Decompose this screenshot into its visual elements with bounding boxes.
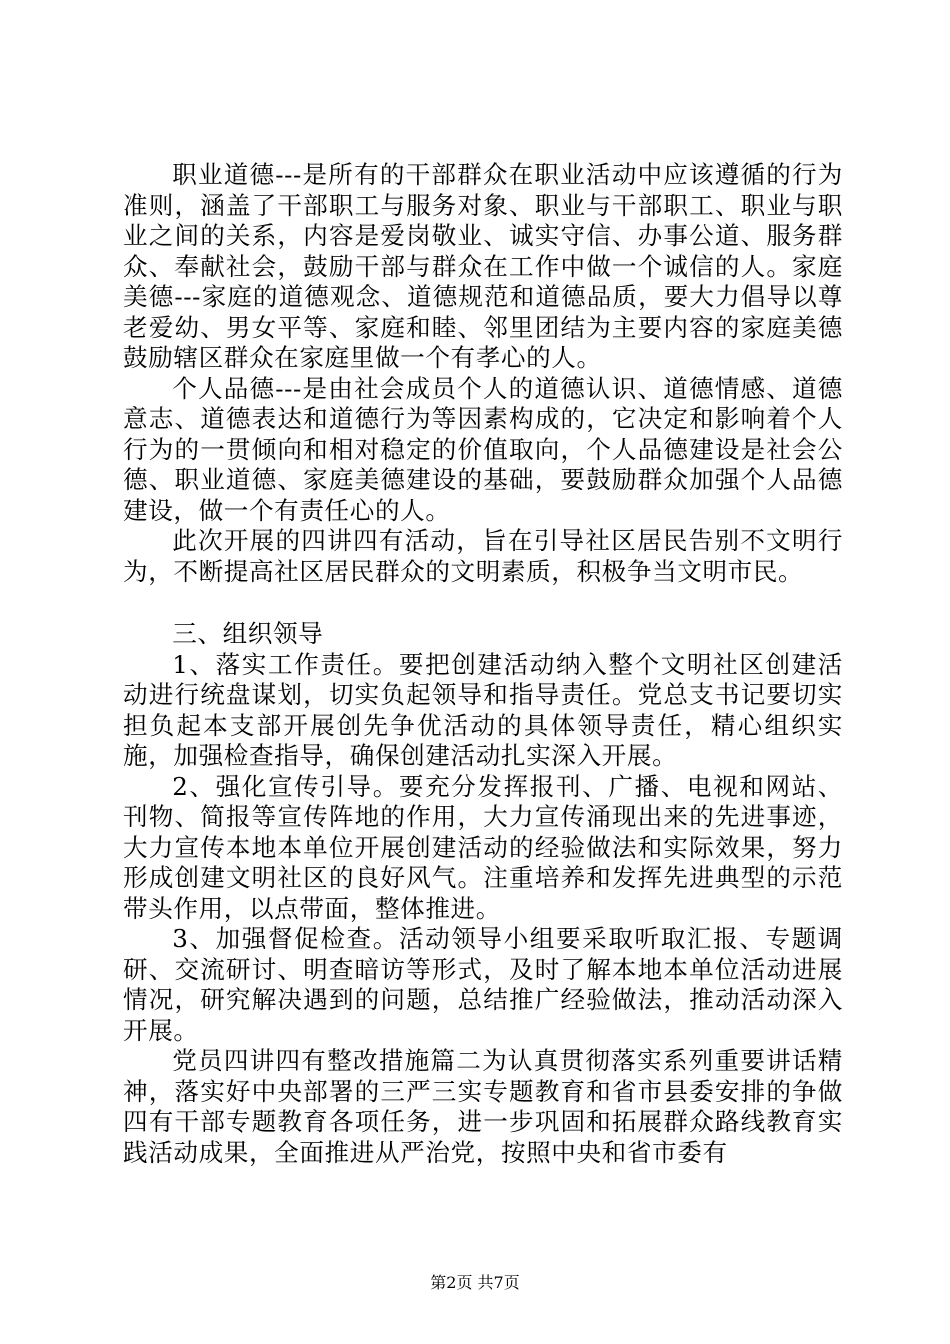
document-body (123, 160, 843, 1168)
paragraph-gap (123, 587, 843, 619)
paragraph-publicity-guidance: 2、强化宣传引导。要充分发挥报刊、广播、电视和网站、刊物、简报等宣传阵地的作用，大力宣传涌现出来的先进事迹，大力宣传本地本单位开展创建活动的经验做法和实际效果，努力形成创建文明社区的良好风气。注重培养和发挥先进典型的示范带头作用，以点带面，整体推进。 (123, 771, 843, 923)
paragraph-work-responsibility: 1、落实工作责任。要把创建活动纳入整个文明社区创建活动进行统盘谋划，切实负起领导和指导责任。党总支书记要切实担负起本支部开展创先争优活动的具体领导责任，精心组织实施，加强检查指导，确保创建活动扎实深入开展。 (123, 649, 843, 770)
paragraph-personal-virtue: 个人品德---是由社会成员个人的道德认识、道德情感、道德意志、道德表达和道德行为等因素构成的，它决定和影响着个人行为的一贯倾向和相对稳定的价值取向，个人品德建设是社会公德、职业道德、家庭美德建设的基础，要鼓励群众加强个人品德建设，做一个有责任心的人。 (123, 373, 843, 525)
paragraph-activity-purpose: 此次开展的四讲四有活动，旨在引导社区居民告别不文明行为，不断提高社区居民群众的文明素质，积极争当文明市民。 (123, 526, 843, 586)
paragraph-supervision-inspection: 3、加强督促检查。活动领导小组要采取听取汇报、专题调研、交流研讨、明查暗访等形式，及时了解本地本单位活动进展情况，研究解决遇到的问题，总结推广经验做法，推动活动深入开展。 (123, 924, 843, 1045)
page-footer: 第2页 共7页 (430, 1273, 520, 1292)
paragraph-professional-ethics: 职业道德---是所有的干部群众在职业活动中应该遵循的行为准则，涵盖了干部职工与服务对象、职业与干部职工、职业与职业之间的关系，内容是爱岗敬业、诚实守信、办事公道、服务群众、奉献社会，鼓励干部与群众在工作中做一个诚信的人。家庭美德---家庭的道德观念、道德规范和道德品质，要大力倡导以尊老爱幼、男女平等、家庭和睦、邻里团结为主要内容的家庭美德鼓励辖区群众在家庭里做一个有孝心的人。 (123, 160, 843, 372)
section-heading: 三、组织领导 (172, 619, 324, 648)
paragraph-part-two-intro: 党员四讲四有整改措施篇二为认真贯彻落实系列重要讲话精神，落实好中央部署的三严三实专题教育和省市县委安排的争做四有干部专题教育各项任务，进一步巩固和拓展群众路线教育实践活动成果，全面推进从严治党，按照中央和省市委有 (123, 1046, 843, 1167)
